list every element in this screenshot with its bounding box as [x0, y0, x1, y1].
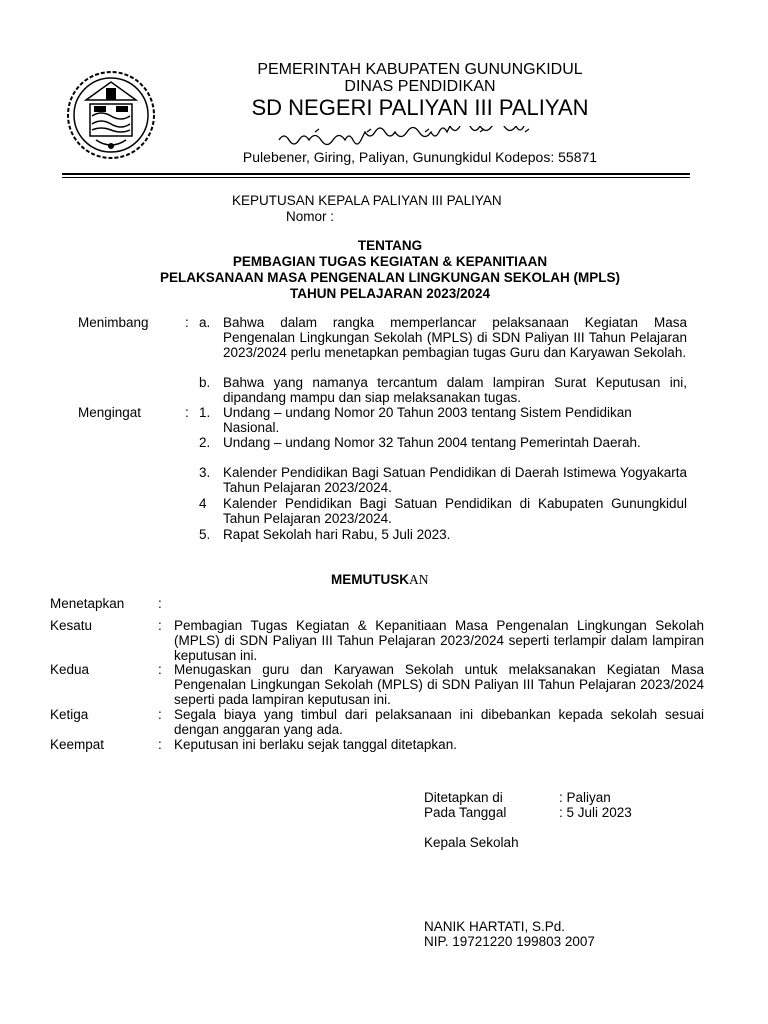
- decides-heading: [331, 572, 429, 587]
- place-value: : Paliyan: [559, 790, 611, 805]
- mengingat-marker-1: 1.: [199, 405, 211, 420]
- mengingat-marker-2: 2.: [199, 435, 211, 450]
- menetapkan-colon: :: [158, 596, 162, 611]
- signatory-name: NANIK HARTATI, S.Pd.: [424, 919, 566, 934]
- kedua-colon: :: [158, 662, 162, 677]
- javanese-script-school-name: [275, 126, 565, 148]
- mengingat-item-3: Kalender Pendidikan Bagi Satuan Pendidikan di Daerah Istimewa Yogyakarta Tahun Pelajaran 2023/2024.: [223, 465, 687, 495]
- ketiga-text: Segala biaya yang timbul dari pelaksanaan ini dibebankan kepada sekolah sesuai dengan anggaran yang ada.: [174, 707, 704, 737]
- kesatu-colon: :: [158, 618, 162, 633]
- date-label: Pada Tanggal: [424, 805, 507, 820]
- letterhead-divider-thin: [62, 177, 690, 178]
- kedua-text: Menugaskan guru dan Karyawan Sekolah untuk melaksanakan Kegiatan Masa Pengenalan Lingkungan Sekolah (MPLS) di SDN Paliyan III Tahun Pelajaran 2023/2024 seperti pada lampiran keputusan ini.: [174, 662, 704, 707]
- menimbang-item-b: Bahwa yang namanya tercantum dalam lampiran Surat Keputusan ini, dipandang mampu dan siap melaksanakan tugas.: [223, 375, 687, 405]
- kesatu-label: Kesatu: [50, 618, 93, 633]
- place-label: Ditetapkan di: [424, 790, 503, 805]
- keempat-label: Keempat: [50, 737, 105, 752]
- keempat-colon: :: [158, 737, 162, 752]
- school-name: SD NEGERI PALIYAN III PALIYAN: [251, 95, 589, 120]
- mengingat-marker-3: 3.: [199, 465, 211, 480]
- mengingat-item-2: Undang – undang Nomor 32 Tahun 2004 tentang Pemerintah Daerah.: [223, 435, 641, 450]
- letterhead-divider: [62, 173, 690, 175]
- ketiga-label: Ketiga: [50, 707, 89, 722]
- gunungkidul-regency-logo: [66, 70, 156, 160]
- date-value: : 5 Juli 2023: [559, 805, 632, 820]
- mengingat-colon: :: [185, 405, 189, 420]
- decision-title: KEPUTUSAN KEPALA PALIYAN III PALIYAN: [232, 193, 502, 208]
- signatory-position: Kepala Sekolah: [424, 835, 519, 850]
- ketiga-colon: :: [158, 707, 162, 722]
- decides-heading-tail: AN: [409, 572, 429, 587]
- signatory-nip: NIP. 19721220 199803 2007: [424, 934, 595, 949]
- decision-number: Nomor :: [286, 209, 335, 224]
- government-name: PEMERINTAH KABUPATEN GUNUNGKIDUL: [257, 61, 583, 78]
- mengingat-marker-4: 4: [199, 496, 207, 511]
- menimbang-marker-a: a.: [199, 315, 211, 330]
- mengingat-marker-5: 5.: [199, 527, 211, 542]
- menimbang-colon: :: [185, 315, 189, 330]
- department-name: DINAS PENDIDIKAN: [344, 78, 496, 95]
- mengingat-item-5: Rapat Sekolah hari Rabu, 5 Juli 2023.: [223, 527, 451, 542]
- keempat-text: Keputusan ini berlaku sejak tanggal ditetapkan.: [174, 737, 457, 752]
- subject-line-2: PELAKSANAAN MASA PENGENALAN LINGKUNGAN SEKOLAH (MPLS): [159, 270, 620, 285]
- subject-line-1: PEMBAGIAN TUGAS KEGIATAN & KEPANITIAAN: [232, 254, 548, 269]
- mengingat-item-4: Kalender Pendidikan Bagi Satuan Pendidikan di Kabupaten Gunungkidul Tahun Pelajaran 2023/2024.: [223, 496, 687, 526]
- school-address: Pulebener, Giring, Paliyan, Gunungkidul Kodepos: 55871: [242, 149, 598, 165]
- menetapkan-label: Menetapkan: [50, 596, 125, 611]
- kedua-label: Kedua: [50, 662, 90, 677]
- menimbang-marker-b: b.: [199, 375, 211, 390]
- kesatu-text: Pembagian Tugas Kegiatan & Kepanitiaan Masa Pengenalan Lingkungan Sekolah (MPLS) di SDN Paliyan III Tahun Pelajaran 2023/2024 seperti terlampir dalam lampiran keputusan ini.: [174, 618, 704, 663]
- menimbang-label: Menimbang: [78, 315, 149, 330]
- menimbang-item-a: Bahwa dalam rangka memperlancar pelaksanaan Kegiatan Masa Pengenalan Lingkungan Sekolah (MPLS) di SDN Paliyan III Tahun Pelajaran 2023/2024 perlu menetapkan pembagian tugas Guru dan Karyawan Sekolah.: [223, 315, 687, 360]
- subject-heading: TENTANG: [357, 238, 423, 253]
- decides-heading-main: MEMUTUSK: [331, 572, 409, 587]
- mengingat-item-1: Undang – undang Nomor 20 Tahun 2003 tentang Sistem Pendidikan Nasional.: [223, 405, 632, 435]
- mengingat-label: Mengingat: [78, 405, 142, 420]
- subject-line-3: TAHUN PELAJARAN 2023/2024: [289, 286, 491, 301]
